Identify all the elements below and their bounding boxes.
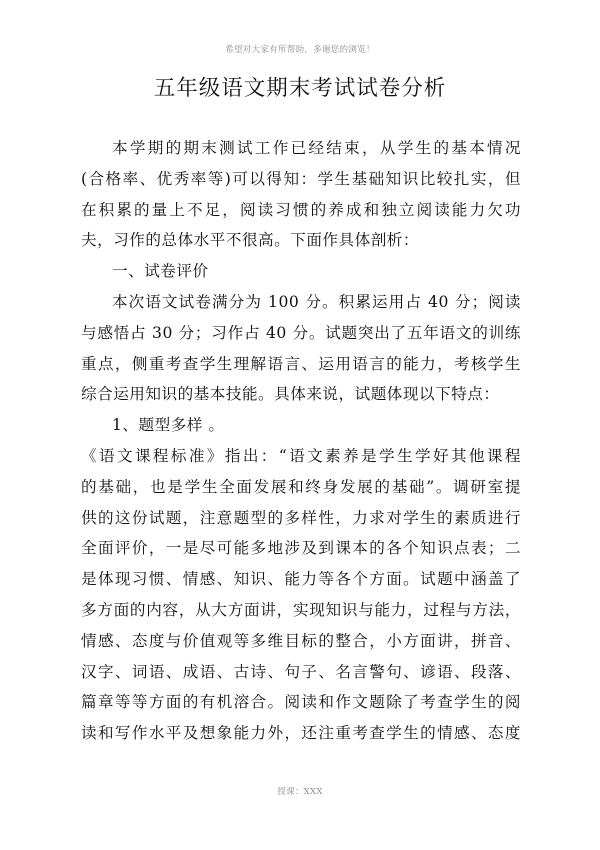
body-line: 全面评价，一是尽可能多地涉及到课本的各个知识点表；二 xyxy=(81,539,521,558)
body-line: 是体现习惯、情感、知识、能力等各个方面。试题中涵盖了 xyxy=(81,570,521,589)
body-line: (合格率、优秀率等)可以得知：学生基础知识比较扎实，但 xyxy=(81,169,521,188)
body-line: 多方面的内容，从大方面讲，实现知识与能力，过程与方法， xyxy=(81,600,521,619)
body-line: 的基础，也是学生全面发展和终身发展的基础”。调研室提 xyxy=(81,477,521,496)
body-line: 本次语文试卷满分为 100 分。积累运用占 40 分；阅读 xyxy=(112,292,521,311)
body-line: 重点，侧重考查学生理解语言、运用语言的能力，考核学生 xyxy=(81,354,521,373)
body-line: 《语文课程标准》指出：“语文素养是学生学好其他课程 xyxy=(81,446,521,465)
body-line: 汉字、词语、成语、古诗、句子、名言警句、谚语、段落、 xyxy=(81,662,521,681)
body-line: 在积累的量上不足，阅读习惯的养成和独立阅读能力欠功 xyxy=(81,200,521,219)
body-line: 本学期的期末测试工作已经结束，从学生的基本情况 xyxy=(112,139,521,157)
body-line: 1、题型多样 。 xyxy=(112,416,225,435)
body-line: 供的这份试题，注意题型的多样性，力求对学生的素质进行 xyxy=(81,508,521,527)
header-note: 希望对大家有所帮助，多谢您的浏览！ xyxy=(225,45,375,55)
body-line: 读和写作水平及想象能力外，还注重考查学生的情感、态度 xyxy=(81,724,521,743)
body-line: 夫，习作的总体水平不很高。下面作具体剖析： xyxy=(81,231,419,250)
body-line: 情感、态度与价值观等多维目标的整合，小方面讲，拼音、 xyxy=(81,631,521,650)
footer-note: 授课：XXX xyxy=(277,787,323,797)
document-body xyxy=(81,133,521,749)
body-line: 与感悟占 30 分；习作占 40 分。试题突出了五年语文的训练 xyxy=(81,323,521,342)
body-line: 一、试卷评价 xyxy=(112,262,209,281)
body-line: 篇章等等方面的有机溶合。阅读和作文题除了考查学生的阅 xyxy=(81,693,521,712)
document-title: 五年级语文期末考试试卷分析 xyxy=(153,76,447,101)
body-line: 综合运用知识的基本技能。具体来说，试题体现以下特点： xyxy=(81,385,500,404)
